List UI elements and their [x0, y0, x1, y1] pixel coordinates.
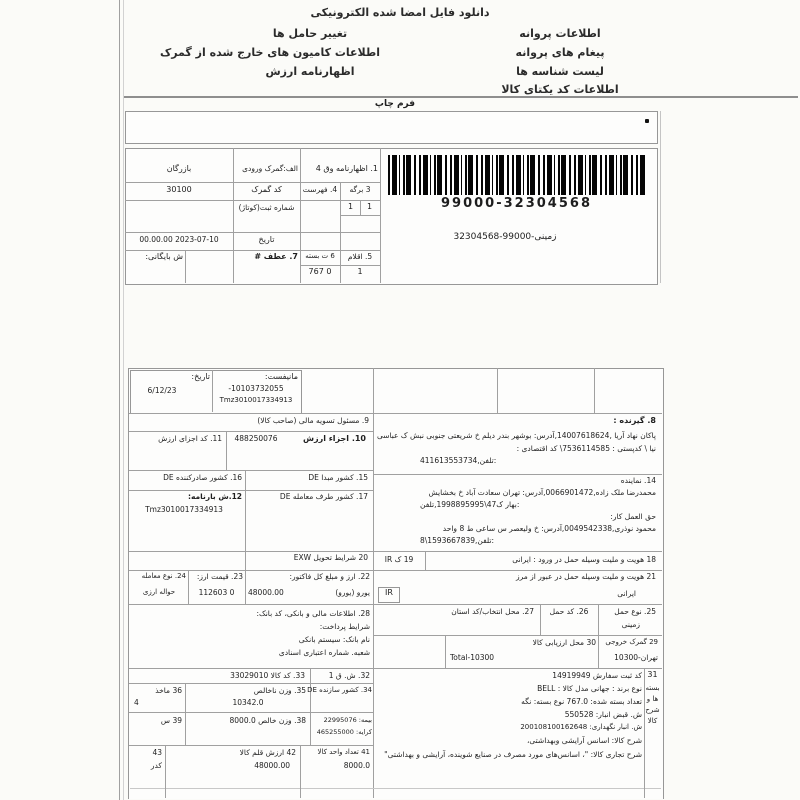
grid-line — [300, 148, 301, 283]
field-14-broker-text: محمود نوذری,0049542338,آدرس: خ ولیعصر س ساعی ط 8 واحد — [442, 524, 656, 533]
field-28-branch-credit: شعبه. شماره اعتباری اسنادی — [278, 648, 370, 657]
print-form-label: فرم چاپ — [374, 99, 416, 109]
field-43-label: 43 — [152, 748, 162, 757]
grid-line — [594, 368, 595, 413]
field-8-consignee-label: 8. گیرنده : — [613, 416, 656, 425]
manifest-date-value: 6/12/23 — [147, 386, 177, 395]
field-customs-code-label: کد گمرک — [251, 185, 282, 194]
barcode-image — [388, 155, 645, 195]
field-22-currency-invoice-label: 22. ارز و مبلغ کل فاکتور: — [289, 572, 370, 581]
grid-line — [373, 635, 662, 636]
field-4-list: 4. فهرست — [302, 185, 338, 194]
field-30-evaluation-place-label: 30 محل ارزیابی کالا — [532, 638, 596, 647]
manifest-label: مانیفست: — [264, 372, 298, 381]
grid-line — [129, 470, 373, 471]
field-insurance: بیمه: 22995076 — [323, 716, 372, 724]
field-35-gross-weight-value: 10342.0 — [232, 698, 264, 707]
barcode-number: 99000-32304568 — [441, 196, 592, 211]
grid-line — [300, 265, 380, 266]
field-42-item-value-label: 42 ارزش قلم کالا — [239, 748, 296, 757]
field-1-declaration: 1. اظهارنامه وق 4 — [315, 164, 378, 173]
field-10-value-components-value: 488250076 — [234, 434, 278, 443]
grid-line — [129, 668, 662, 669]
item-brand-model: نوع برند : جهانی مدل کالا : BELL — [537, 684, 642, 693]
field-8-consignee-text: پاکان نهاد آریا ,14007618624,آدرس: بوشهر بندر دیلم خ شریعتی جنوبی نبش ک عباسی نیا \ کدپستی : 7536114585\ کد اقتصادی : — [376, 431, 656, 453]
nav-link-license-info[interactable]: اطلاعات پروانه — [519, 27, 601, 40]
page-left-border — [119, 0, 120, 800]
right-double-border — [660, 111, 661, 283]
grid-line — [497, 368, 498, 413]
grid-line — [165, 745, 166, 798]
item-order-registration-code: کد ثبت سفارش 14919949 — [552, 671, 642, 680]
barcode-caption: زمینی-99000-32304568 — [453, 232, 557, 242]
field-22-currency-value: یورو (یورو) — [335, 588, 370, 597]
field-6-packages-value: 767 0 — [308, 267, 332, 276]
field-freight: کرایه: 465255000 — [316, 728, 372, 736]
field-28-payment-terms: شرایط پرداخت: — [319, 622, 370, 631]
field-28-bank-info: 28. اطلاعات مالی و بانکی، کد بانک: — [256, 609, 370, 618]
grid-line — [373, 368, 374, 798]
field-25-transport-type-label: 25. نوع حمل — [614, 607, 656, 616]
page-left-border-inner — [123, 0, 124, 800]
nav-link-change-carriers[interactable]: تغییر حامل ها — [272, 27, 348, 40]
field-22-amount-value: 48000.00 — [248, 588, 284, 597]
item-warehouse-receipt-number: ش. قبض انبار: 550528 — [564, 710, 642, 719]
field-date-label: تاریخ — [258, 235, 275, 244]
grid-line — [340, 215, 380, 216]
field-30-evaluation-place-value: Total-10300 — [450, 653, 495, 662]
item-package-count-type: تعداد بسته شده: 767.0 نوع بسته: نگه — [521, 697, 642, 706]
item-trade-description: شرح تجاری کالا: "، اسانس‌های مورد مصرف در صنایع شوینده، آرایشی و بهداشتی" — [384, 750, 642, 759]
nav-download-signed-file-link[interactable]: دانلود فایل امضا شده الکترونیکی — [310, 6, 490, 19]
field-28-bank-name: نام بانک: سیستم بانکی — [298, 635, 370, 644]
field-31-number: 31 — [647, 670, 658, 679]
grid-line — [129, 413, 662, 414]
field-16-exporting-country: 16. کشور صادرکننده DE — [163, 473, 242, 482]
field-36-tariff-base-value: 4 — [134, 698, 139, 707]
field-14-representative-phone: بهار ک47\1998895995,تلفن: — [420, 500, 520, 509]
grid-line — [233, 148, 234, 283]
grid-line — [373, 474, 662, 475]
field-17-trading-country: 17. کشور طرف معامله DE — [279, 492, 368, 501]
field-33-goods-code: 33. کد کالا 33029010 — [230, 671, 305, 680]
field-38-net-weight: 38. وزن خالص 8000.0 — [229, 716, 306, 725]
manifest-number: -10103732055 — [228, 384, 284, 393]
grid-line — [425, 551, 426, 570]
field-3-sheet: 3 برگه — [349, 185, 371, 194]
field-31-packages-description-label: بسته ها و شرح کالا — [645, 684, 660, 725]
field-42-item-value-value: 48000.00 — [254, 761, 290, 770]
field-8-consignee-phone: 411613553734,تلفن: — [420, 456, 497, 465]
grid-line — [445, 635, 446, 668]
field-23-exchange-rate-value: 112603 0 — [198, 588, 235, 597]
grid-line — [185, 250, 186, 283]
grid-line — [129, 712, 373, 713]
nav-link-unique-goods-code[interactable]: اطلاعات کد یکتای کالا — [501, 83, 619, 96]
field-10-value-components-label: 10. اجزاء ارزش — [302, 434, 366, 443]
field-14-broker-label: حق العمل کار: — [610, 512, 656, 521]
field-21-code-box — [378, 587, 400, 603]
grid-line — [129, 570, 662, 571]
field-43-value: کدر — [150, 761, 162, 770]
field-customs-code-value: 30100 — [166, 185, 192, 194]
field-registration-number-label: شماره ثبت(کوتاژ) — [238, 203, 295, 212]
field-12-bill-of-lading-value: Tmz3010017334913 — [145, 505, 223, 514]
field-14-broker-phone: 8\1593667839,تلفن: — [420, 536, 495, 545]
bullet-dot — [645, 119, 649, 123]
field-26-transport-code-label: 26. کد حمل — [549, 607, 589, 616]
grid-line — [125, 200, 380, 201]
grid-line — [185, 683, 186, 745]
field-25-transport-type-value: زمینی — [621, 620, 640, 629]
toolbar-box — [125, 111, 658, 144]
field-41-unit-count-label: 41 تعداد واحد کالا — [317, 748, 370, 756]
field-39-label: 39 س — [160, 716, 182, 725]
field-archive-number: ش بایگانی: — [145, 252, 183, 261]
field-32-item-row: 32. ش. ق 1 — [328, 671, 370, 680]
grid-line — [245, 470, 246, 605]
manifest-date-label: تاریخ: — [191, 372, 210, 381]
field-3-value-1: 1 — [366, 202, 373, 211]
field-date-value: 00.00.00 2023-07-10 — [139, 235, 219, 244]
field-36-tariff-base-label: 36 ماخذ — [155, 686, 182, 695]
field-5-items-value: 1 — [357, 267, 363, 276]
nav-link-license-messages[interactable]: پیغام های پروانه — [515, 46, 605, 59]
field-14-representative-label: 14. نماینده — [620, 476, 656, 485]
field-6-packages-label: 6 ت بسته — [305, 252, 335, 260]
field-29-exit-customs-label: 29 گمرک خروجی — [605, 638, 658, 646]
field-23-exchange-rate-label: 23. قیمت ارز: — [196, 572, 243, 581]
grid-line — [188, 570, 189, 605]
field-21-border-vehicle-identity: 21 هویت و ملیت وسیله حمل در عبور از مرز — [515, 572, 656, 581]
grid-line — [380, 148, 381, 283]
grid-line — [129, 490, 373, 491]
field-3-value-2: 1 — [347, 202, 354, 211]
item-storage-warehouse-number: ش. انبار نگهداری: 200108100162648 — [520, 723, 642, 731]
field-18-entry-vehicle-identity: 18 هویت و ملیت وسیله حمل در ورود : ایرانی — [512, 555, 656, 564]
field-5-items-label: 5. اقلام — [347, 252, 373, 261]
field-9-financial-settler: 9. مسئول تسویه مالی (صاحب کالا) — [257, 416, 369, 425]
field-11-value-components-code: 11. کد اجزای ارزش — [158, 434, 222, 443]
field-34-manufacturer-country: 34. کشور سازنده DE — [307, 686, 372, 694]
grid-line — [226, 431, 227, 470]
field-20-delivery-terms: 20 شرایط تحویل EXW — [293, 553, 368, 562]
grid-line — [125, 182, 380, 183]
grid-line — [300, 745, 301, 798]
grid-line — [129, 683, 373, 684]
field-7-reference: 7. عطف # — [254, 252, 298, 261]
grid-line — [598, 635, 599, 668]
field-entry-customs-value: بازرگان — [166, 164, 192, 173]
field-35-gross-weight-label: 35. وزن ناخالص — [253, 686, 306, 695]
field-24-transaction-type-label: 24. نوع معامله — [141, 572, 186, 580]
field-41-unit-count-value: 8000.0 — [343, 761, 370, 770]
nav-divider — [124, 96, 798, 98]
grid-line — [125, 232, 380, 233]
nav-link-id-list[interactable]: لیست شناسه ها — [516, 65, 604, 78]
field-12-bill-of-lading-label: 12.ش بارنامه: — [187, 492, 242, 501]
nav-link-trucks-left-customs[interactable]: اطلاعات کامیون های خارج شده از گمرک — [159, 46, 381, 59]
manifest-code: Tmz3010017334913 — [219, 396, 293, 404]
field-21-value: ایرانی — [617, 589, 636, 598]
field-entry-customs-label: الف:گمرک ورودی — [242, 164, 298, 173]
grid-line — [125, 250, 380, 251]
field-29-exit-customs-value: تهران-10300 — [614, 653, 658, 662]
field-19-code: 19 ک IR — [384, 555, 414, 564]
grid-line — [130, 788, 661, 789]
grid-line — [129, 604, 662, 605]
grid-line — [129, 431, 373, 432]
field-14-representative-text: محمدرضا ملک زاده,0066901472,آدرس: تهران سعادت آباد خ بخشایش — [428, 488, 656, 497]
nav-link-value-declaration[interactable]: اظهارنامه ارزش — [265, 65, 355, 78]
field-24-transaction-type-value: حواله ارزی — [142, 588, 176, 596]
grid-line — [129, 551, 662, 552]
field-21-code: IR — [385, 588, 393, 597]
field-27-selection-place-label: 27. محل انتخاب/کد استان — [451, 607, 534, 616]
field-15-origin-country: 15. کشور مبدا DE — [308, 473, 368, 482]
grid-line — [212, 370, 213, 412]
item-goods-description: شرح کالا: اسانس آرایشی وبهداشتی، — [527, 736, 642, 745]
